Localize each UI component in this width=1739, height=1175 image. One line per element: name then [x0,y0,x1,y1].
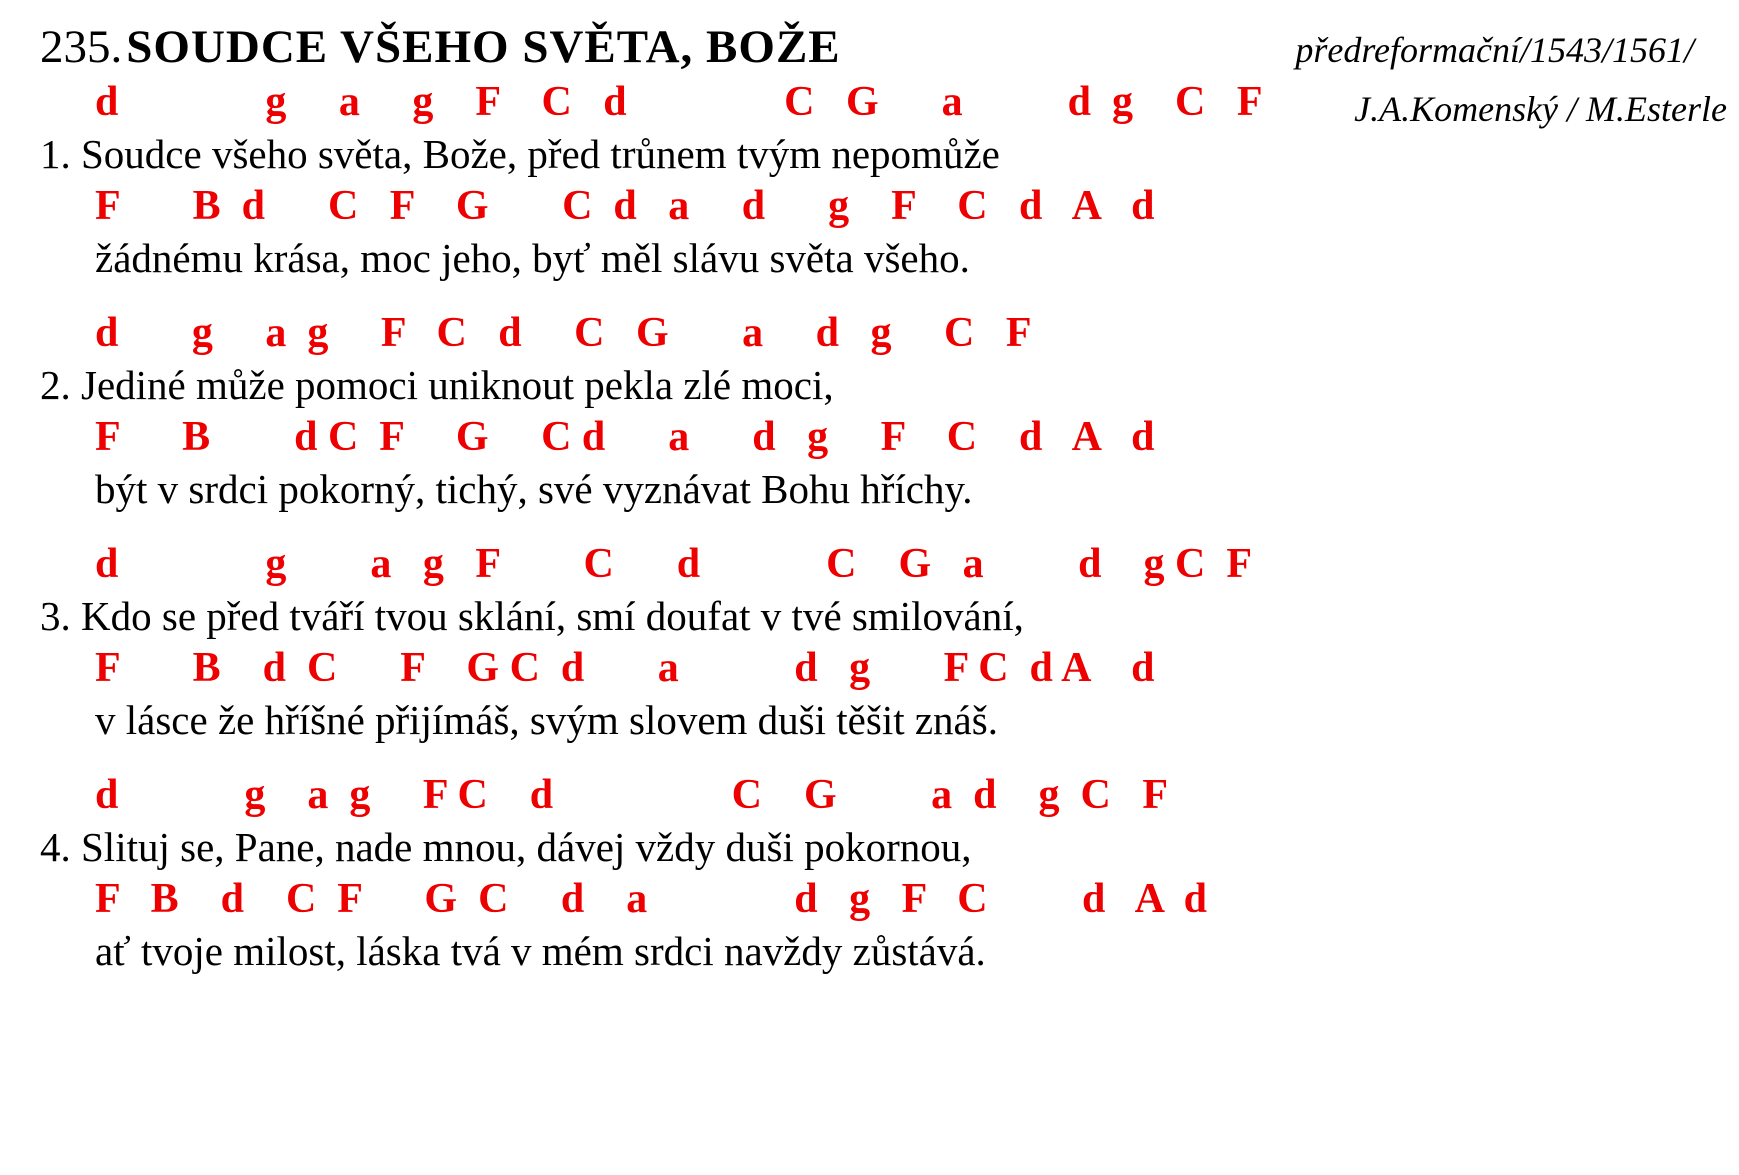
chord-line: d g a g F C d C G a d g C F [95,310,1032,356]
lyric-line: být v srdci pokorný, tichý, své vyznávat Bohu hříchy. [95,466,973,512]
chord-line: d g a g F C d C G a d g C F [95,541,1252,587]
lyric-line: v lásce že hříšné přijímáš, svým slovem duši těšit znáš. [95,697,998,743]
verse-3 [0,538,1739,746]
chord-line: F B d C F G C d a d g F C d A d [95,414,1155,460]
chord-line: d g a g F C d C G a d g C F [95,79,1263,125]
verse-2 [0,307,1739,515]
lyric-line: ať tvoje milost, láska tvá v mém srdci navždy zůstává. [95,928,986,974]
lyric-line: žádnému krása, moc jeho, byť měl slávu světa všeho. [95,235,970,281]
song-number: 235. [40,21,123,73]
song-authors: J.A.Komenský / M.Esterle [1354,89,1727,129]
lyric-line: 1. Soudce všeho světa, Bože, před trůnem tvým nepomůže [40,131,1000,177]
lyric-line: 2. Jediné může pomoci uniknout pekla zlé moci, [40,362,834,408]
chord-line: F B d C F G C d a d g F C d A d [95,876,1207,922]
lyric-line: 3. Kdo se před tváří tvou sklání, smí doufat v tvé smilování, [40,593,1024,639]
chord-line: F B d C F G C d a d g F C d A d [95,183,1155,229]
title-group [40,20,841,74]
header-row [0,20,1739,74]
lyric-line: 4. Slituj se, Pane, nade mnou, dávej vždy duši pokornou, [40,824,972,870]
chord-line: d g a g F C d C G a d g C F [95,772,1168,818]
verse-4 [0,769,1739,977]
song-title: SOUDCE VŠEHO SVĚTA, BOŽE [126,21,841,73]
chord-line: F B d C F G C d a d g F C d A d [95,645,1155,691]
song-source: předreformační/1543/1561/ [1295,30,1694,70]
